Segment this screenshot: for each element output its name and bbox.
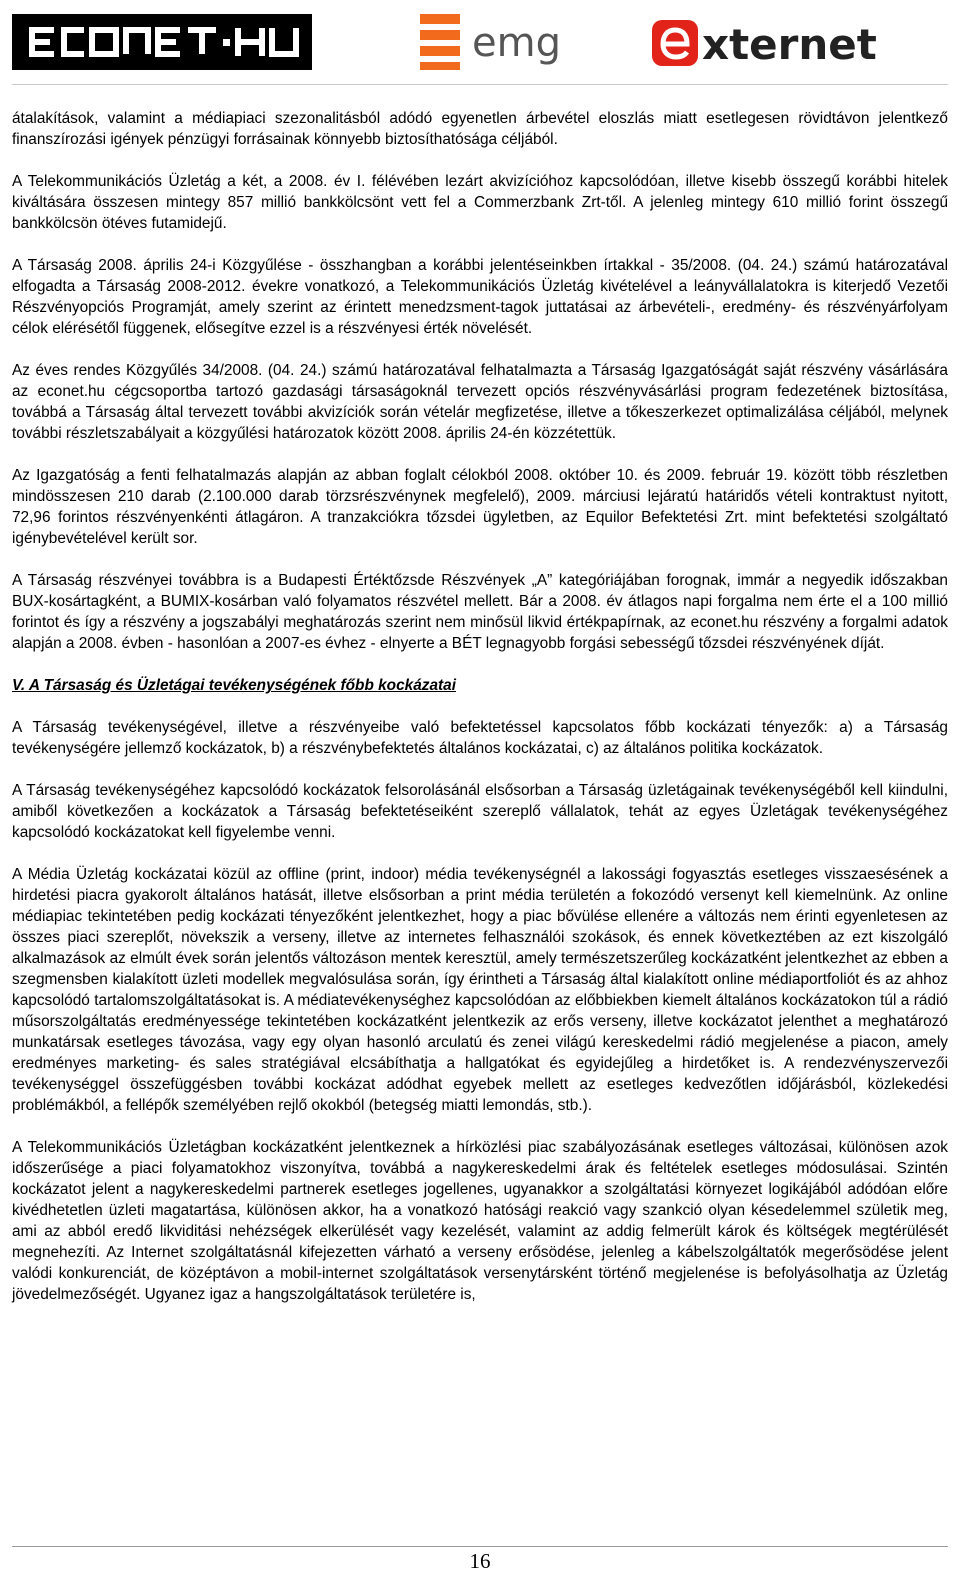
paragraph: Az Igazgatóság a fenti felhatalmazás alapján az abban foglalt célokból 2008. október 10. és 2009. február 19. között több részletben mindösszesen 210 darab (2.100.000 darab törzsrészvénynek megfelelő), 2009. márciusi lejáratú határidős vételi kontraktust nyitott, 72,96 forintos részvényenkénti átlagáron. A tranzakciókra tőzsdei ügyletben, az Equilor Befektetési Zrt. mint befektetési szolgáltató igénybevételével került sor. <box>12 467 948 547</box>
svg-text:emg: emg <box>472 20 561 66</box>
svg-text:xternet: xternet <box>702 20 877 69</box>
paragraph: átalakítások, valamint a médiapiaci szezonalitásból adódó egyenetlen árbevétel eloszlás miatt esetlegesen rövidtávon jelentkező finanszírozási igények pénzügyi forrásainak könnyebb biztosíthatósága céljából. <box>12 110 948 148</box>
externet-logo <box>652 14 944 72</box>
econet-logo-mark <box>12 14 312 70</box>
paragraph: A Társaság tevékenységével, illetve a részvényeibe való befektetéssel kapcsolatos főbb kockázati tényezők: a) a Társaság tevékenységére jellemző kockázatok, b) a részvénybefektetés általános kockázatai, c) az általános politika kockázatok. <box>12 719 948 757</box>
paragraph: A Telekommunikációs Üzletágban kockázatként jelentkeznek a hírközlési piac szabályozásának esetleges változásai, különösen azok időszerűsége a piaci folyamatokhoz viszonyítva, továbbá a nagykereskedelmi árak és feltételek esetleges módosulásai. Szintén kockázatot jelent a nagykereskedelmi partnerek esetleges jogellenes, ugyanakkor a szolgáltatási környezet logikájából adódóan előre kivédhetetlen üzleti magatartása, különösen akkor, ha a vonatkozó hatósági reakció vagy szankció olyan késedelemmel születik meg, ami az abból eredő likviditási nehézségek elkerülését vagy kezelését, valamint az addig felmerült károk és költségek megtérülését megnehezíti. Az Internet szolgáltatásnál kifejezetten várható a verseny erősödése, jelenleg a kábelszolgáltatók megerősödése jelent valódi konkurenciát, de középtávon a mobil-internet szolgáltatások versenytársként történő megjelenése is befolyásolhatja az Üzletág jövedelmezőségét. Ugyanez igaz a hangszolgáltatások területére is, <box>12 1139 948 1303</box>
externet-logo-mark <box>652 14 944 72</box>
emg-logo-mark <box>420 12 590 72</box>
paragraph: A Társaság 2008. április 24-i Közgyűlése - összhangban a korábbi jelentéseinkben írtakkal - 35/2008. (04. 24.) számú határozatával elfogadta a Társaság 2008-2012. évekre vonatkozó, a Telekommunikációs Üzletág kivételével a leányvállalatokra is kiterjedő Vezetői Részvényopciós Programját, amely szerint az érintett menedzsment-tagok juttatásai az árbevételi-, eredmény- és részvényárfolyam célok elérésétől függenek, elősegítve ezzel is a részvényesi érték növelését. <box>12 257 948 337</box>
section-heading: V. A Társaság és Üzletágai tevékenységének főbb kockázatai <box>12 677 456 694</box>
paragraph: A Telekommunikációs Üzletág a két, a 2008. év I. félévében lezárt akvizícióhoz kapcsolódóan, illetve kisebb összegű korábbi hitelek kiváltására összesen mintegy 857 millió bankkölcsönt vett fel a Commerzbank Zrt-től. A jelenleg mintegy 610 millió forint összegű bankkölcsön ötéves futamidejű. <box>12 173 948 232</box>
page-number: 16 <box>469 1549 491 1573</box>
page-header <box>0 0 960 86</box>
paragraph: A Média Üzletág kockázatai közül az offline (print, indoor) média tevékenységnél a lakossági fogyasztás esetleges visszaesésének a hirdetési piacra gyakorolt általános hatását, illetve elsősorban a print média területén a fokozódó versenyt kell kiemelnünk. Az online médiapiac tekintetében pedig kockázati tényezőként jelentkezhet, hogy a piac bővülése ellenére a változás nem érinti egyenletesen az összes piaci szereplőt, növekszik a verseny, illetve az internetes felhasználói szokások, és ennek következtében az ezt kiszolgáló alkalmazások az elmúlt évek során jelentős változáson mentek keresztül, amely természetszerűleg kockázatként jelentkezhet az ebben a szegmensben kialakított üzleti modellek megvalósulása során, így érintheti a Társaság által kialakított online médiaportfoliót és az ahhoz kapcsolódó tartalomszolgáltatásokat is. A médiatevékenységhez kapcsolódóan az előbbiekben kiemelt általános kockázatokon túl a rádió műsorszolgáltatás eredményessége tekintetében kockázatként jelentkezik az erős verseny, illetve kockázatot jelenthet a meghatározó munkatársak esetleges távozása, vagy egy olyan hasonló arculatú és zenei világú kereskedelmi rádió megjelenése a piacon, amely eredményes marketing- és sales stratégiával elcsábíthatja a hallgatókat és egyidejűleg a hirdetőket is. A rendezvényszervezői tevékenységgel összefüggésben további kockázat adódhat egyebek mellett az esetleges kedvezőtlen időjárásból, közlekedési problémákból, a fellépők személyében rejlő okokból (betegség miatti lemondás, stb.). <box>12 866 948 1114</box>
paragraph: A Társaság részvényei továbbra is a Budapesti Értéktőzsde Részvények „A” kategóriájában forognak, immár a negyedik időszakban BUX-kosártagként, a BUMIX-kosárban való folyamatos részvétel mellett. Bár a 2008. év átlagos napi forgalma nem érte el a 100 millió forintot és így a részvény a jogszabályi meghatározás szerint nem minősül likvid értékpapírnak, az econet.hu részvény a forgalmi adatok alapján a 2008. évben - hasonlóan a 2007-es évhez - elnyerte a BÉT legnagyobb forgási sebességű tőzsdei részvényének díját. <box>12 572 948 652</box>
footer-divider <box>12 1546 948 1547</box>
header-divider <box>12 84 948 85</box>
econet-logo <box>12 14 312 70</box>
paragraph: A Társaság tevékenységéhez kapcsolódó kockázatok felsorolásánál elsősorban a Társaság üzletágainak tevékenységéből kell kiindulni, amiből következően a kockázatok a Társaság befektetéseiként szereplő vállalatok, tehát az egyes Üzletágak tevékenységéhez kapcsolódó kockázatokat kell figyelembe venni. <box>12 782 948 841</box>
document-body <box>12 108 948 1326</box>
emg-logo <box>420 12 590 72</box>
paragraph: Az éves rendes Közgyűlés 34/2008. (04. 24.) számú határozatával felhatalmazta a Társaság Igazgatóságát saját részvény vásárlására az econet.hu cégcsoportba tartozó gazdasági társaságoknál tervezett opciós részvényvásárlási program fedezetének biztosítása, továbbá a Társaság által tervezett további akvizíciók során vételár megfizetése, illetve a tőkeszerkezet optimalizálása céljából, melynek további részletszabályait a közgyűlési határozatok között 2008. április 24-én közzétettük. <box>12 362 948 442</box>
